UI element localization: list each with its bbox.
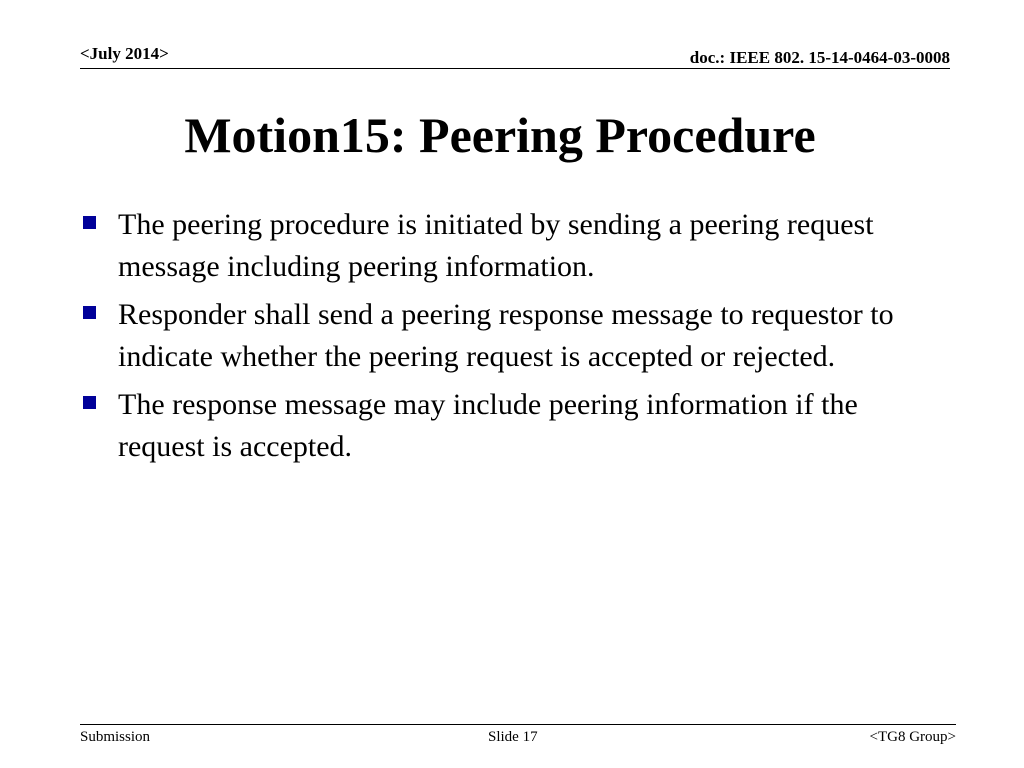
header-divider bbox=[80, 68, 950, 69]
header-date: <July 2014> bbox=[80, 44, 169, 63]
square-bullet-icon bbox=[83, 306, 96, 319]
bullet-text: Responder shall send a peering response message to requestor to indicate whether the peering request is accepted or rejected. bbox=[118, 298, 894, 373]
bullet-text: The response message may include peering information if the request is accepted. bbox=[118, 388, 858, 463]
footer-submission: Submission bbox=[80, 729, 151, 745]
bullet-item bbox=[80, 204, 940, 288]
bullet-item bbox=[80, 294, 940, 378]
header-doc-id: doc.: IEEE 802. 15-14-0464-03-0008 bbox=[689, 48, 950, 67]
footer-divider bbox=[80, 724, 956, 725]
bullet-item bbox=[80, 384, 940, 468]
footer-group: <TG8 Group> bbox=[869, 729, 956, 745]
bullet-text: The peering procedure is initiated by sending a peering request message including peering information. bbox=[118, 208, 874, 283]
square-bullet-icon bbox=[83, 216, 96, 229]
square-bullet-icon bbox=[83, 396, 96, 409]
footer-slide-number: Slide 17 bbox=[488, 729, 538, 745]
bullet-list bbox=[80, 204, 940, 474]
slide-title: Motion15: Peering Procedure bbox=[184, 107, 816, 163]
